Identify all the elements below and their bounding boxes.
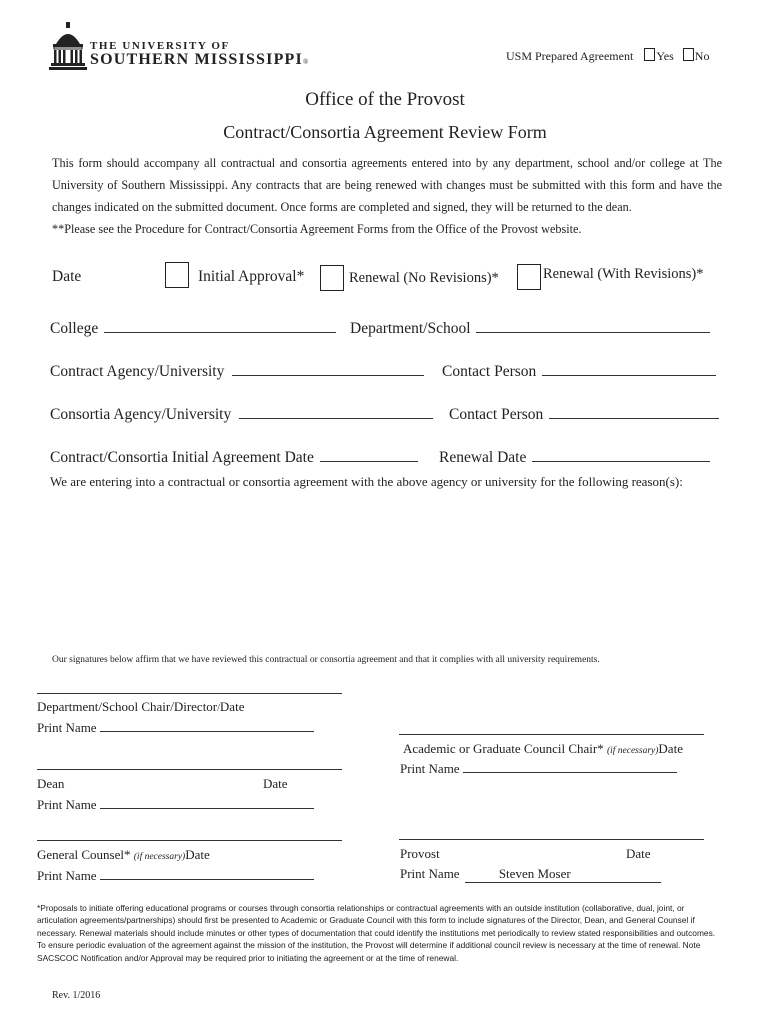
dean-signature-line[interactable] <box>37 769 342 770</box>
general-counsel-title: General Counsel* <box>37 847 131 862</box>
registered-mark: ® <box>302 58 310 66</box>
contact-person-1-label: Contact Person <box>442 363 537 380</box>
contract-agency-label: Contract Agency/University <box>50 363 225 380</box>
consortia-agency-field <box>50 404 433 424</box>
consortia-agency-label: Consortia Agency/University <box>50 406 232 423</box>
print-name-label: Print Name <box>400 761 460 776</box>
dean-print-name-input[interactable] <box>100 796 314 809</box>
initial-approval-label: Initial Approval* <box>198 268 305 285</box>
provost-date-label: Date <box>626 846 651 861</box>
general-counsel-print-name <box>37 867 314 884</box>
provost-signature-line[interactable] <box>399 839 704 840</box>
logo-line-2-text: SOUTHERN MISSISSIPPI <box>90 51 303 68</box>
date-label: Date <box>52 268 82 285</box>
contact-person-2-field <box>449 404 719 424</box>
if-necessary-note: (if necessary) <box>133 852 186 862</box>
renewal-date-label: Renewal Date <box>439 449 527 466</box>
renewal-with-revisions-checkbox[interactable] <box>517 264 541 290</box>
dept-chair-date-label: Date <box>219 699 245 714</box>
department-input[interactable] <box>476 318 710 333</box>
renewal-date-input[interactable] <box>532 447 710 462</box>
renewal-date-field <box>439 447 710 467</box>
contact-person-2-input[interactable] <box>549 404 719 419</box>
intro-paragraph: This form should accompany all contractual and consortia agreements entered into by any department, school and/or college at The University of Southern Mississippi. Any contracts that are being renewed with changes must be submitted with this form and have the changes indicated on the submitted document. Once forms are completed and signed, they will be returned to the dean. <box>52 156 722 214</box>
no-checkbox[interactable] <box>683 48 694 61</box>
general-counsel-signature-line[interactable] <box>37 840 342 841</box>
initial-agreement-date-label: Contract/Consortia Initial Agreement Date <box>50 449 314 466</box>
contract-agency-input[interactable] <box>232 361 424 376</box>
consortia-agency-input[interactable] <box>239 404 433 419</box>
council-chair-print-name-input[interactable] <box>463 760 677 773</box>
yes-checkbox[interactable] <box>644 48 655 61</box>
initial-agreement-date-field <box>50 447 418 467</box>
provost-print-name <box>400 866 661 883</box>
university-logo <box>48 22 318 74</box>
print-name-label: Print Name <box>37 868 97 883</box>
department-label: Department/School <box>350 320 471 337</box>
renewal-with-revisions-label: Renewal (With Revisions)* <box>543 266 704 282</box>
yes-label: Yes <box>656 49 674 63</box>
council-chair-title: Academic or Graduate Council Chair* <box>403 741 604 756</box>
dean-label: Dean <box>37 776 65 791</box>
initial-approval-checkbox[interactable] <box>165 262 189 288</box>
dept-chair-slash: / <box>217 703 220 714</box>
dean-print-name <box>37 796 314 813</box>
footnote: *Proposals to initiate offering educational programs or courses through consortia relationships or contractual agreements with an outside institution (collaborative, dual, joint, or articulation agreements/partnerships) should first be presented to Academic or Graduate Council with this form to include signatures of the Director, Dean, and General Counsel if necessary. Renewal materials should include minutes or other types of documentation that could identify the institutions met periodically to review stated responsibilities and outcomes. To ensure periodic evaluation of the agreement against the mission of the institution, the Provost will determine if additional council review is necessary at the time of renewal. Note SACSCOC Notification and/or Approval may be required prior to initiating the agreement or at the time of renewal. <box>37 903 716 963</box>
dome-icon <box>48 22 88 72</box>
general-counsel-date-label: Date <box>185 847 210 862</box>
council-chair-label <box>403 741 683 757</box>
revision-date: Rev. 1/2016 <box>52 990 101 1001</box>
reasons-textarea[interactable] <box>52 495 722 640</box>
renewal-no-revisions-checkbox[interactable] <box>320 265 344 291</box>
provost-name-value[interactable]: Steven Moser <box>465 866 661 883</box>
initial-agreement-date-input[interactable] <box>320 447 418 462</box>
print-name-label: Print Name <box>37 720 97 735</box>
reasons-prompt: We are entering into a contractual or consortia agreement with the above agency or university for the following reason(s): <box>50 474 683 489</box>
usm-prepared-agreement <box>506 48 709 64</box>
council-chair-date-label: Date <box>658 741 683 756</box>
council-chair-print-name <box>400 760 677 777</box>
form-title: Contract/Consortia Agreement Review Form <box>223 122 547 142</box>
dean-date-label: Date <box>263 776 288 791</box>
college-input[interactable] <box>104 318 336 333</box>
contact-person-2-label: Contact Person <box>449 406 544 423</box>
general-counsel-label <box>37 847 210 863</box>
intro-text <box>52 152 722 240</box>
usm-prepared-label: USM Prepared Agreement <box>506 49 634 63</box>
print-name-label: Print Name <box>37 797 97 812</box>
college-label: College <box>50 320 99 337</box>
council-chair-signature-line[interactable] <box>399 734 704 735</box>
dept-chair-title: Department/School Chair/Director <box>37 699 218 714</box>
contract-agency-field <box>50 361 424 381</box>
affirm-statement: Our signatures below affirm that we have reviewed this contractual or consortia agreement and that it complies with all university requirements. <box>52 655 600 665</box>
if-necessary-note: (if necessary) <box>606 746 659 756</box>
logo-line-1: THE UNIVERSITY OF <box>90 40 230 52</box>
intro-note: **Please see the Procedure for Contract/Consortia Agreement Forms from the Office of the Provost website. <box>52 222 582 236</box>
dept-chair-print-name-input[interactable] <box>100 719 314 732</box>
print-name-label: Print Name <box>400 866 460 881</box>
no-label: No <box>694 49 710 63</box>
general-counsel-print-name-input[interactable] <box>100 867 314 880</box>
contact-person-1-field <box>442 361 716 381</box>
office-title: Office of the Provost <box>305 89 465 110</box>
dept-chair-label <box>37 699 244 715</box>
logo-line-2 <box>90 51 309 69</box>
department-field <box>350 318 710 338</box>
renewal-no-revisions-label: Renewal (No Revisions)* <box>349 270 499 286</box>
dept-chair-signature-line[interactable] <box>37 693 342 694</box>
contact-person-1-input[interactable] <box>542 361 716 376</box>
provost-label: Provost <box>400 846 440 861</box>
college-field <box>50 318 336 338</box>
dept-chair-print-name <box>37 719 314 736</box>
